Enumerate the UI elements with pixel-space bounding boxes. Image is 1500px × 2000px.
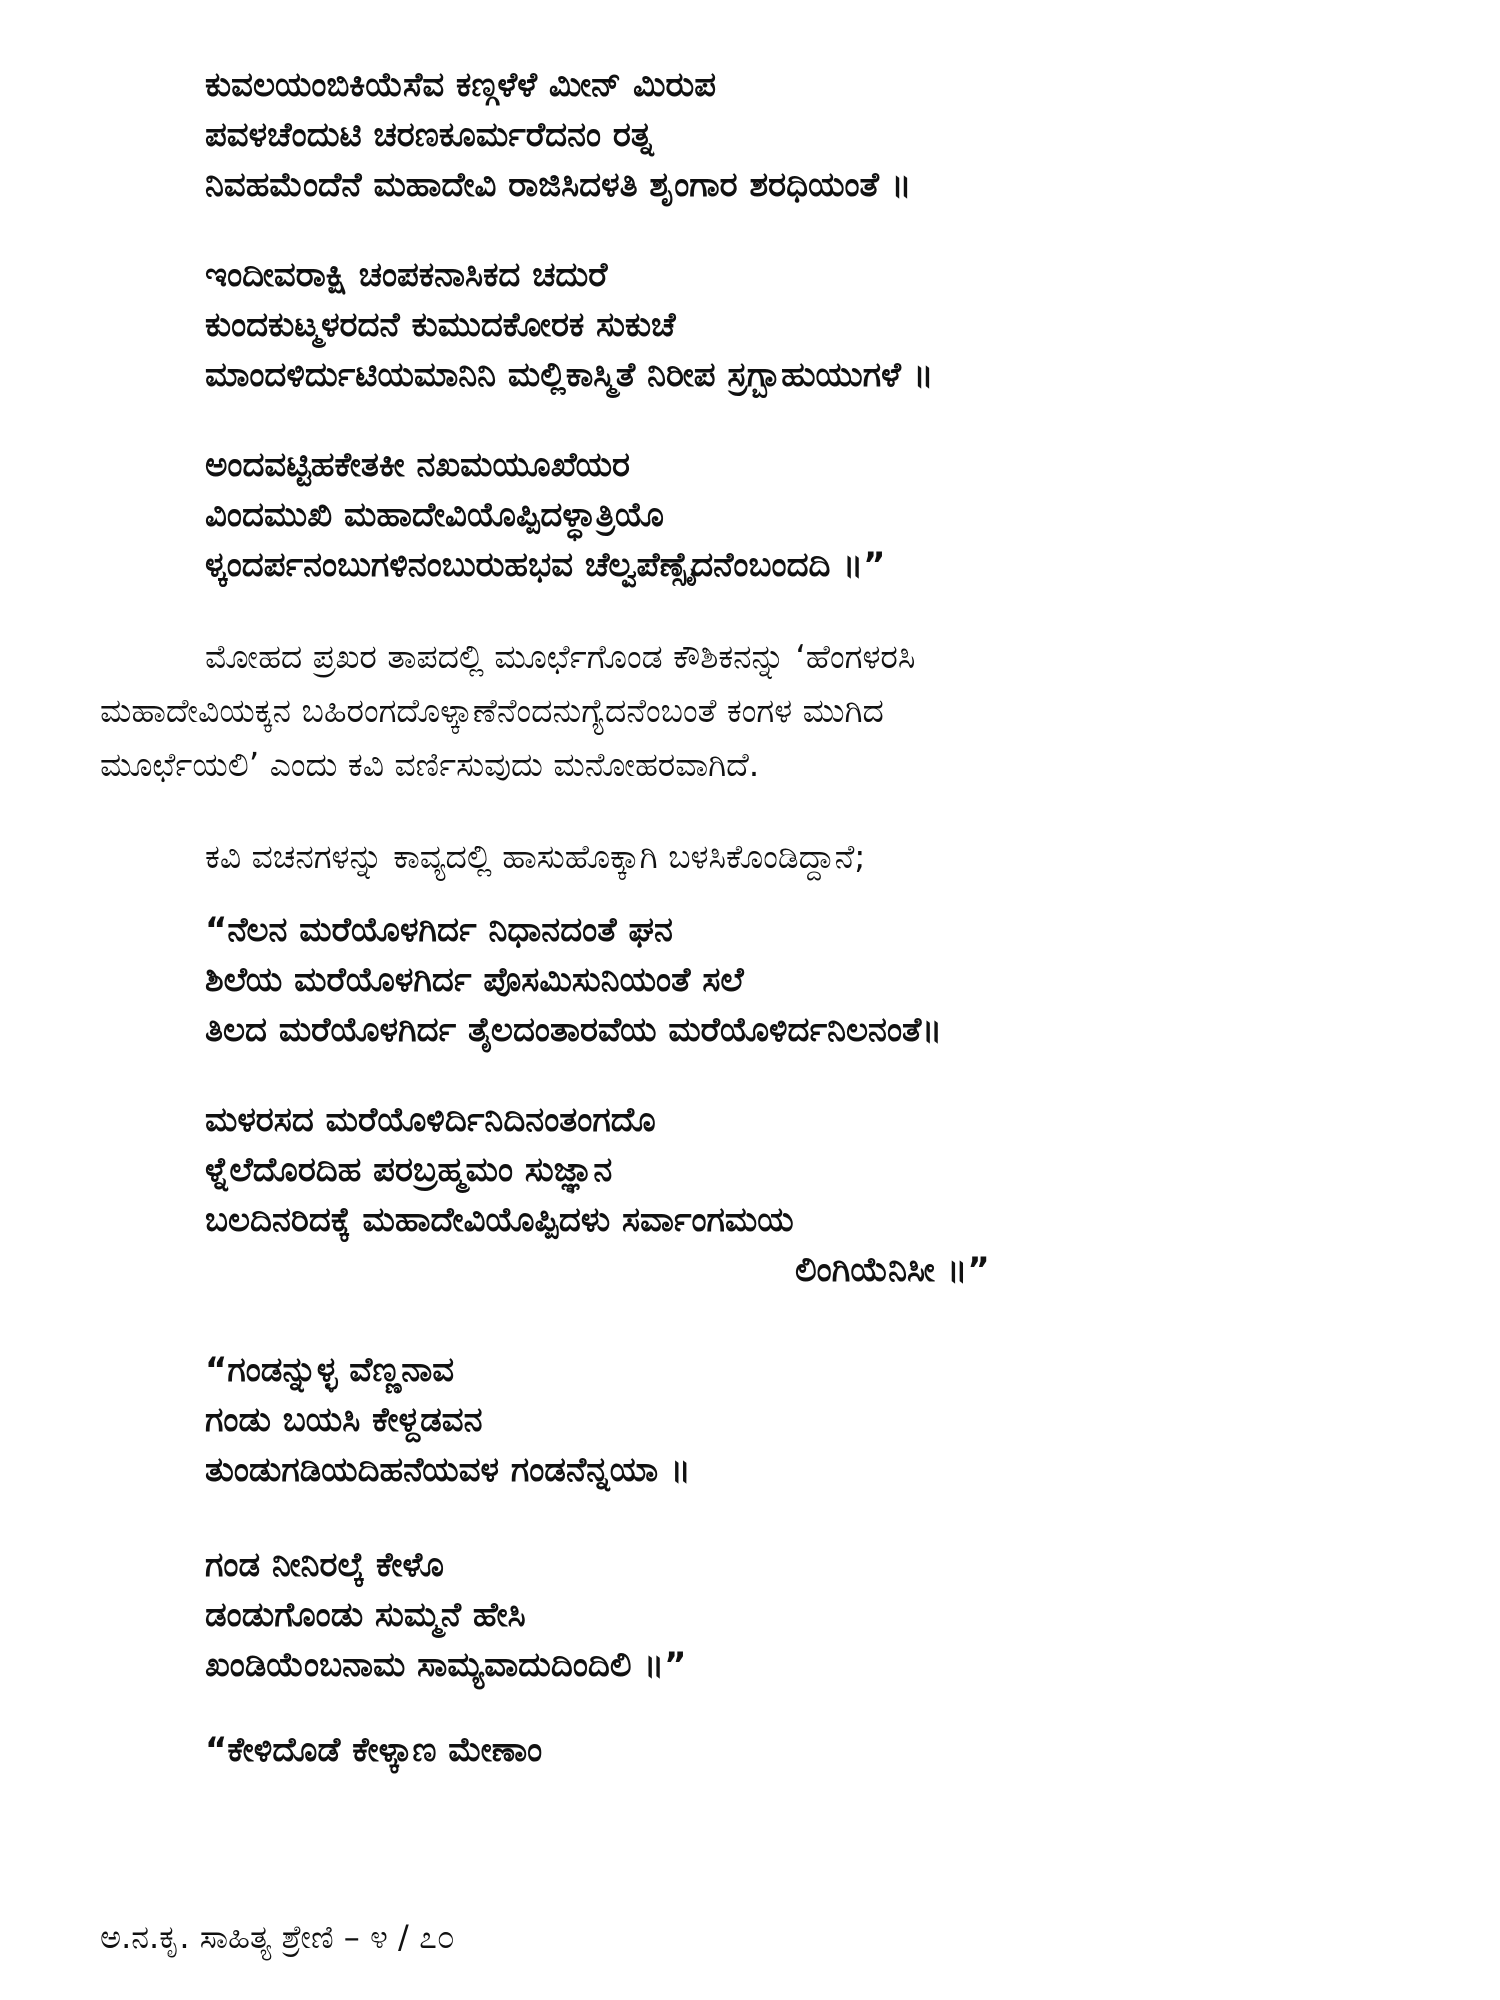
- prose-paragraph-1: [100, 630, 1445, 792]
- verse-line: ಖಂಡಿಯೆಂಬನಾಮ ಸಾಮ್ಯವಾದುದಿಂದಿಲಿ ॥”: [205, 1645, 687, 1685]
- verse-line: ನಿವಹಮೆಂದೆನೆ ಮಹಾದೇವಿ ರಾಜಿಸಿದಳತಿ ಶೃಂಗಾರ ಶರಧಿಯಂತೆ ॥: [205, 165, 912, 205]
- verse-line: ಇಂದೀವರಾಕ್ಷಿ ಚಂಪಕನಾಸಿಕದ ಚದುರೆ: [205, 255, 608, 295]
- verse-line: ಮಳರಸದ ಮರೆಯೊಳಿರ್ದಿನಿದಿನಂತಂಗದೊ: [205, 1100, 656, 1140]
- verse-line: ವಿಂದಮುಖಿ ಮಹಾದೇವಿಯೊಪ್ಪಿದಳ್ಧಾತ್ರಿಯೊ: [205, 495, 665, 535]
- verse-line: ಬಲದಿನರಿದಕ್ಕೆ ಮಹಾದೇವಿಯೊಪ್ಪಿದಳು ಸರ್ವಾಂಗಮಯ: [205, 1200, 794, 1240]
- verse-line: “ಕೇಳಿದೊಡೆ ಕೇಳ್ಕಾಣ ಮೇಣಾಂ: [205, 1730, 543, 1770]
- verse-line: ಳ್ನೆಲೆದೊರದಿಹ ಪರಬ್ರಹ್ಮಮಂ ಸುಜ್ಞಾನ: [205, 1150, 613, 1190]
- verse-line: ಗಂಡು ಬಯಸಿ ಕೇಳ್ದಡವನ: [205, 1400, 483, 1440]
- quote-stanza-3: [205, 1345, 1445, 1495]
- verse-stanza-1: [205, 60, 1445, 210]
- verse-line: ತಿಲದ ಮರೆಯೊಳಗಿರ್ದ ತೈಲದಂತಾರವೆಯ ಮರೆಯೊಳಿರ್ದನಿಲನಂತೆ॥: [205, 1010, 943, 1050]
- verse-line: ಕುಂದಕುಟ್ಮಳರದನೆ ಕುಮುದಕೋರಕ ಸುಕುಚೆ: [205, 305, 676, 345]
- verse-line: ಳ್ಕಂದರ್ಪನಂಬುಗಳಿನಂಬುರುಹಭವ ಚೆಲ್ವಪೆಣ್ಸೈದನೆಂಬಂದದಿ ॥”: [205, 545, 886, 585]
- verse-line: ಮಾಂದಳಿರ್ದುಟಿಯಮಾನಿನಿ ಮಲ್ಲಿಕಾಸ್ಮಿತೆ ನಿರೀಪ ಸ್ರಗ್ಬಾಹುಯುಗಳೆ ॥: [205, 355, 934, 395]
- quote-stanza-2: [205, 1095, 1445, 1295]
- prose-line: ಮೋಹದ ಪ್ರಖರ ತಾಪದಲ್ಲಿ ಮೂರ್ಛೆಗೊಂಡ ಕೌಶಿಕನನ್ನು ‘ಹೆಂಗಳರಸಿ: [205, 637, 916, 676]
- verse-line-tail: ಲಿಂಗಿಯೆನಿಸೀ ॥”: [795, 1250, 990, 1290]
- verse-line: ಅಂದವಟ್ಟಿಹಕೇತಕೀ ನಖಮಯೂಖೆಯರ: [205, 445, 631, 485]
- verse-stanza-2: [205, 250, 1445, 400]
- quote-stanza-1: [205, 905, 1445, 1055]
- quote-stanza-4: [205, 1540, 1445, 1690]
- verse-stanza-3: [205, 440, 1445, 590]
- verse-line: ಪವಳಚೆಂದುಟಿ ಚರಣಕೂರ್ಮರೆದನಂ ರತ್ನ: [205, 115, 654, 155]
- prose-line: ಮೂರ್ಛೆಯಲಿ’ ಎಂದು ಕವಿ ವರ್ಣಿಸುವುದು ಮನೋಹರವಾಗಿದೆ.: [100, 745, 760, 784]
- prose-line: ಕವಿ ವಚನಗಳನ್ನು ಕಾವ್ಯದಲ್ಲಿ ಹಾಸುಹೊಕ್ಕಾಗಿ ಬಳಸಿಕೊಂಡಿದ್ದಾನೆ;: [205, 837, 866, 876]
- verse-line: “ಗಂಡನ್ನುಳ್ಳ ವೆಣ್ಣನಾವ: [205, 1350, 455, 1390]
- prose-paragraph-2: [100, 830, 1445, 884]
- page-footer: ಅ.ನ.ಕೃ. ಸಾಹಿತ್ಯ ಶ್ರೇಣಿ – ೪ / ೭೦: [100, 1918, 455, 1956]
- verse-line: ಕುವಲಯಂಬಿಕಿಯೆಸೆವ ಕಣ್ಗಳೆಳೆ ಮೀನ್ ಮಿರುಪ: [205, 65, 717, 105]
- verse-line: ಡಂಡುಗೊಂಡು ಸುಮ್ಮನೆ ಹೇಸಿ: [205, 1595, 526, 1635]
- quote-stanza-5: [205, 1725, 1445, 1775]
- verse-line: ಗಂಡ ನೀನಿರಲ್ಕೆ ಕೇಳೊ: [205, 1545, 444, 1585]
- verse-line: “ನೆಲನ ಮರೆಯೊಳಗಿರ್ದ ನಿಧಾನದಂತೆ ಘನ: [205, 910, 673, 950]
- verse-line: ತುಂಡುಗಡಿಯದಿಹನೆಯವಳ ಗಂಡನೆನ್ನಯಾ ॥: [205, 1450, 691, 1490]
- prose-line: ಮಹಾದೇವಿಯಕ್ಕನ ಬಹಿರಂಗದೊಳ್ಕಾಣೆನೆಂದನುಗ್ಯೆದನೆಂಬಂತೆ ಕಂಗಳ ಮುಗಿದ: [100, 691, 884, 730]
- verse-line: ಶಿಲೆಯ ಮರೆಯೊಳಗಿರ್ದ ಪೊಸಮಿಸುನಿಯಂತೆ ಸಲೆ: [205, 960, 744, 1000]
